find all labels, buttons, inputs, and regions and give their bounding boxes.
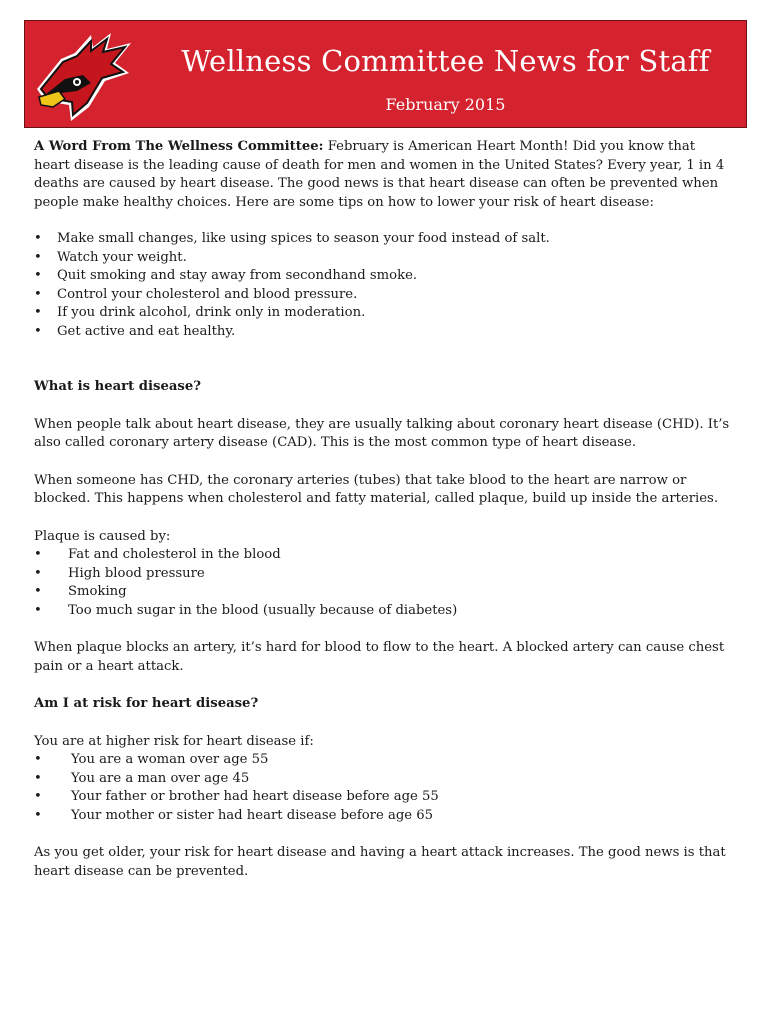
list-item: • Fat and cholesterol in the blood [34,546,734,565]
list-item: • Control your cholesterol and blood pressure. [34,286,734,305]
list-item: • Your mother or sister had heart disease before age 65 [34,807,734,826]
list-item: • You are a man over age 45 [34,770,734,789]
list-item: • Get active and eat healthy. [34,323,734,342]
list-item: • Quit smoking and stay away from secondhand smoke. [34,267,734,286]
issue-date: February 2015 [385,95,506,114]
risk-factors-list [34,751,734,825]
intro-paragraph [34,138,734,212]
list-item: • Smoking [34,583,734,602]
plaque-causes-list [34,546,734,620]
section-heading-what: What is heart disease? [34,379,201,394]
tips-list [34,230,734,341]
what-paragraph-1: When people talk about heart disease, they are usually talking about coronary heart disease (CHD). It’s also called coronary artery disease (CAD). This is the most common type of heart disease. [34,416,730,450]
header-banner [24,20,747,128]
risk-intro: You are at higher risk for heart disease if: [34,733,314,749]
newsletter-title: Wellness Committee News for Staff [181,44,710,78]
plaque-intro: Plaque is caused by: [34,528,171,544]
list-item: • Make small changes, like using spices to season your food instead of salt. [34,230,734,249]
risk-closing: As you get older, your risk for heart disease and having a heart attack increases. The good news is that heart disease can be prevented. [34,845,726,879]
newsletter-body [34,138,734,881]
cardinal-bird-icon [31,29,139,125]
list-item: • Too much sugar in the blood (usually because of diabetes) [34,602,734,621]
list-item: • Watch your weight. [34,249,734,268]
list-item: • If you drink alcohol, drink only in moderation. [34,304,734,323]
list-item: • You are a woman over age 55 [34,751,734,770]
list-item: • Your father or brother had heart disease before age 55 [34,788,734,807]
list-item: • High blood pressure [34,565,734,584]
what-paragraph-3: When plaque blocks an artery, it’s hard for blood to flow to the heart. A blocked artery can cause chest pain or a heart attack. [34,640,725,674]
intro-text: February is American Heart Month! Did you know that heart disease is the leading cause of death for men and women in the United States? Every year, 1 in 4 deaths are caused by heart disease. The good news is that heart disease can often be prevented when people make healthy choices. Here are some tips on how to lower your risk of heart disease: [34,139,725,210]
what-paragraph-2: When someone has CHD, the coronary arteries (tubes) that take blood to the heart are narrow or blocked. This happens when cholesterol and fatty material, called plaque, build up inside the arteries. [34,472,719,506]
section-heading-risk: Am I at risk for heart disease? [34,696,259,711]
intro-heading: A Word From The Wellness Committee: [34,139,324,154]
